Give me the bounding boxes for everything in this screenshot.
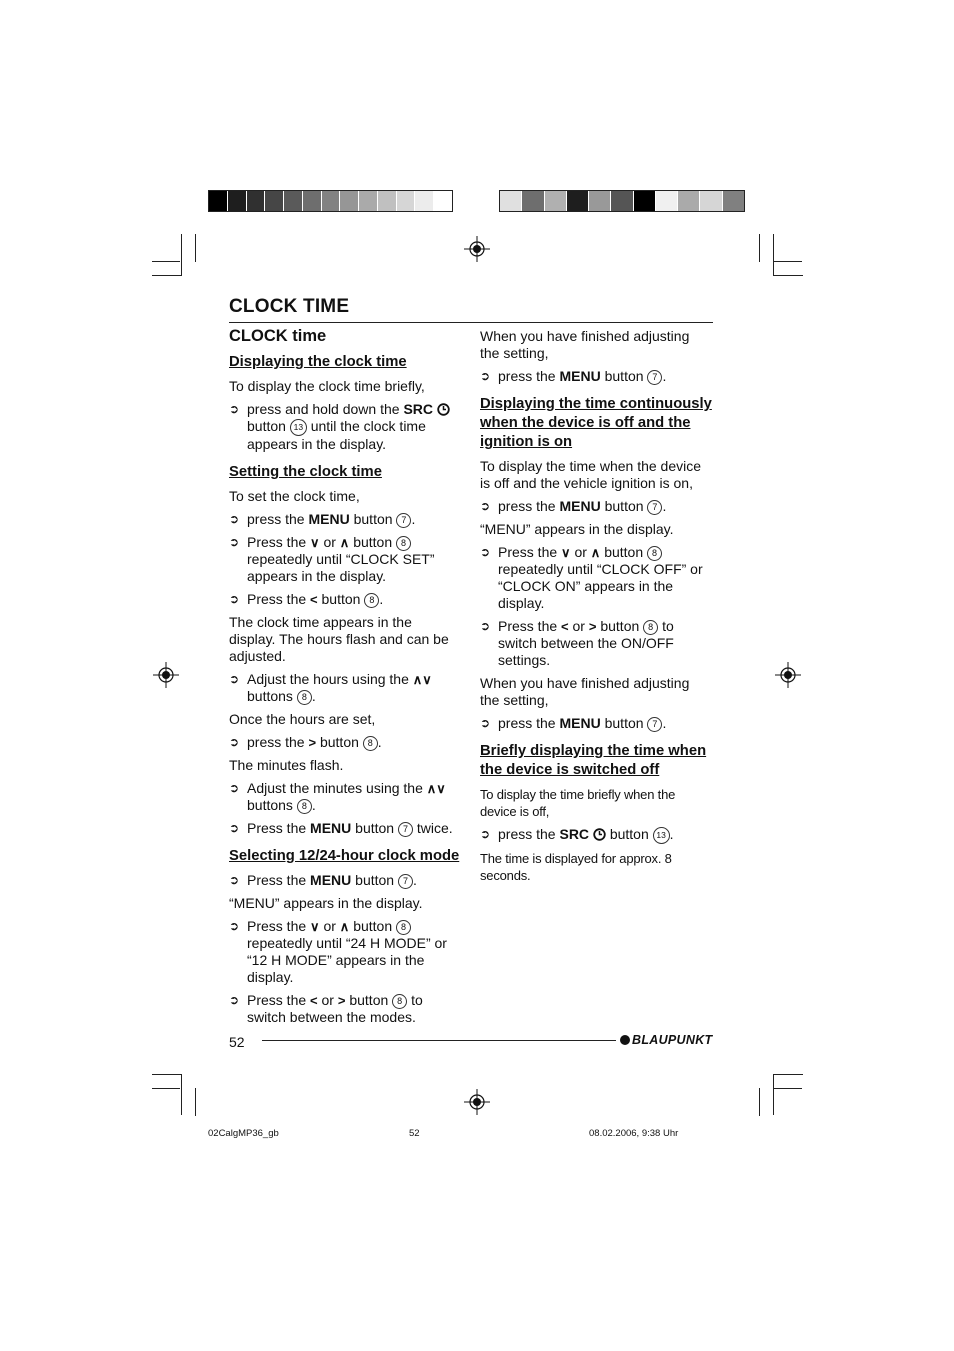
src-label: SRC: [403, 401, 434, 417]
color-swatch: [589, 191, 611, 211]
section-heading-displaying: Displaying the clock time: [229, 354, 407, 370]
instruction-step: ➲ Press the < button 8 .: [229, 591, 384, 607]
subheading: CLOCK time: [229, 327, 327, 345]
arrow-bullet-icon: ➲: [229, 512, 240, 526]
color-swatch: [415, 191, 434, 211]
arrow-bullet-icon: ➲: [229, 735, 240, 749]
arrow-bullet-icon: ➲: [229, 821, 240, 835]
paragraph: To display the clock time briefly,: [229, 378, 425, 394]
chevron-right-icon: >: [588, 619, 597, 634]
arrow-bullet-icon: ➲: [229, 535, 240, 549]
section-heading-12-24: Selecting 12/24-hour clock mode: [229, 848, 460, 864]
chevron-left-icon: <: [561, 619, 569, 634]
color-swatch: [397, 191, 416, 211]
instruction-step: ➲ Adjust the minutes using the ∧∨ buttons 8 .: [229, 780, 446, 813]
instruction-step: ➲ press the MENU button 7 .: [480, 368, 667, 384]
title-rule: [229, 322, 713, 323]
chevron-down-icon: ∨: [310, 919, 320, 934]
color-swatch: [522, 191, 544, 211]
paragraph: The time is displayed for approx. 8 seconds.: [480, 851, 672, 883]
button-number-badge: 8: [297, 799, 312, 814]
color-swatch: [322, 191, 341, 211]
button-number-badge: 13: [653, 827, 670, 844]
instruction-step: ➲ press the MENU button 7 .: [480, 498, 667, 514]
arrow-bullet-icon: ➲: [480, 369, 491, 383]
paragraph: When you have finished adjusting the setting,: [480, 328, 690, 361]
color-swatch: [359, 191, 378, 211]
instruction-step: ➲ Press the ∨ or ∧ button 8 repeatedly until “24 H MODE” or “12 H MODE” appears in the display.: [229, 918, 447, 985]
arrow-bullet-icon: ➲: [229, 919, 240, 933]
color-swatch: [265, 191, 284, 211]
registration-mark-icon: [775, 662, 801, 688]
color-swatch: [656, 191, 678, 211]
color-swatch: [340, 191, 359, 211]
paragraph: To set the clock time,: [229, 488, 360, 504]
footer-rule: [262, 1040, 616, 1041]
color-swatch: [723, 191, 744, 211]
chevron-left-icon: <: [310, 993, 318, 1008]
instruction-step: ➲ Press the < or > button 8 to switch between the modes.: [229, 992, 423, 1025]
color-swatch: [434, 191, 452, 211]
chevron-down-icon: ∨: [436, 781, 446, 796]
arrow-bullet-icon: ➲: [480, 619, 491, 633]
paragraph: To display the time briefly when the device is off,: [480, 787, 676, 819]
button-number-badge: 8: [643, 620, 658, 635]
color-swatch: [303, 191, 322, 211]
color-swatch: [634, 191, 656, 211]
paragraph: “MENU” appears in the display.: [480, 521, 674, 537]
color-swatch: [209, 191, 228, 211]
paragraph: The minutes flash.: [229, 757, 344, 773]
color-swatch: [611, 191, 633, 211]
instruction-step: ➲ press the > button 8 .: [229, 734, 382, 750]
chevron-up-icon: ∧: [426, 781, 437, 796]
chevron-up-icon: ∧: [339, 919, 350, 934]
brand-dot-icon: [620, 1035, 630, 1045]
arrow-bullet-icon: ➲: [229, 592, 240, 606]
brand-logo: BLAUPUNKT: [620, 1033, 712, 1047]
button-number-badge: 13: [290, 419, 307, 436]
button-number-badge: 8: [396, 536, 411, 551]
button-number-badge: 8: [396, 920, 411, 935]
instruction-step: ➲ press the SRC button 13 .: [480, 826, 674, 842]
instruction-step: ➲ Press the ∨ or ∧ button 8 repeatedly until “CLOCK SET” appears in the display.: [229, 534, 435, 584]
color-swatch: [500, 191, 522, 211]
src-label: SRC: [559, 826, 590, 842]
left-column: [229, 328, 461, 1032]
button-number-badge: 7: [647, 370, 662, 385]
color-swatch: [247, 191, 266, 211]
section-heading-briefly: Briefly displaying the time when the device is switched off: [480, 743, 707, 778]
button-number-badge: 7: [396, 513, 411, 528]
paragraph: When you have finished adjusting the setting,: [480, 675, 690, 708]
section-heading-setting: Setting the clock time: [229, 464, 382, 480]
chevron-up-icon: ∧: [339, 535, 350, 550]
clock-icon: [593, 828, 606, 841]
color-swatch: [567, 191, 589, 211]
button-number-badge: 7: [647, 717, 662, 732]
color-swatch: [700, 191, 722, 211]
arrow-bullet-icon: ➲: [229, 402, 240, 416]
button-number-badge: 8: [297, 690, 312, 705]
print-timestamp: 08.02.2006, 9:38 Uhr: [589, 1128, 679, 1139]
instruction-step: ➲ Press the MENU button 7 twice.: [229, 820, 453, 836]
registration-mark-icon: [464, 236, 490, 262]
chevron-down-icon: ∨: [561, 545, 571, 560]
arrow-bullet-icon: ➲: [229, 781, 240, 795]
print-file-name: 02CalgMP36_gb: [208, 1128, 279, 1139]
color-swatch: [228, 191, 247, 211]
color-bar-right: [499, 190, 745, 212]
chevron-right-icon: >: [308, 735, 317, 750]
clock-icon: [437, 403, 450, 416]
registration-mark-icon: [153, 662, 179, 688]
right-column: [480, 328, 712, 890]
button-number-badge: 8: [647, 546, 662, 561]
arrow-bullet-icon: ➲: [480, 716, 491, 730]
instruction-step: ➲ Press the ∨ or ∧ button 8 repeatedly until “CLOCK OFF” or “CLOCK ON” appears in the display.: [480, 544, 703, 611]
paragraph: The clock time appears in the display. The hours flash and can be adjusted.: [229, 614, 449, 664]
page-title: CLOCK TIME: [229, 296, 350, 317]
paragraph: Once the hours are set,: [229, 711, 376, 727]
chevron-left-icon: <: [310, 592, 318, 607]
button-number-badge: 7: [647, 500, 662, 515]
arrow-bullet-icon: ➲: [480, 827, 491, 841]
paragraph: To display the time when the device is off and the vehicle ignition is on,: [480, 458, 702, 491]
instruction-step: ➲ press the MENU button 7 .: [229, 511, 416, 527]
instruction-step: ➲ Press the MENU button 7 .: [229, 872, 417, 888]
arrow-bullet-icon: ➲: [480, 499, 491, 513]
button-number-badge: 8: [364, 593, 379, 608]
chevron-down-icon: ∨: [422, 672, 432, 687]
chevron-up-icon: ∧: [412, 672, 423, 687]
chevron-down-icon: ∨: [310, 535, 320, 550]
button-number-badge: 8: [392, 994, 407, 1009]
instruction-step: ➲ Press the < or > button 8 to switch between the ON/OFF settings.: [480, 618, 674, 668]
section-heading-continuous: Displaying the time continuously when the device is off and the ignition is on: [480, 396, 712, 450]
paragraph: “MENU” appears in the display.: [229, 895, 423, 911]
button-number-badge: 7: [398, 822, 413, 837]
chevron-right-icon: >: [337, 993, 346, 1008]
print-page-number: 52: [409, 1128, 420, 1139]
color-swatch: [284, 191, 303, 211]
color-swatch: [378, 191, 397, 211]
color-swatch: [545, 191, 567, 211]
arrow-bullet-icon: ➲: [229, 873, 240, 887]
chevron-up-icon: ∧: [590, 545, 601, 560]
arrow-bullet-icon: ➲: [229, 672, 240, 686]
button-number-badge: 7: [398, 874, 413, 889]
button-number-badge: 8: [363, 736, 378, 751]
arrow-bullet-icon: ➲: [229, 993, 240, 1007]
instruction-step: ➲ Adjust the hours using the ∧∨ buttons 8 .: [229, 671, 432, 704]
page-number: 52: [229, 1034, 245, 1050]
color-swatch: [678, 191, 700, 211]
arrow-bullet-icon: ➲: [480, 545, 491, 559]
instruction-step: ➲ press and hold down the SRC button 13 until the clock time appears in the display.: [229, 401, 461, 453]
instruction-step: ➲ press the MENU button 7 .: [480, 715, 667, 731]
color-bar-left: [208, 190, 453, 212]
registration-mark-icon: [464, 1089, 490, 1115]
